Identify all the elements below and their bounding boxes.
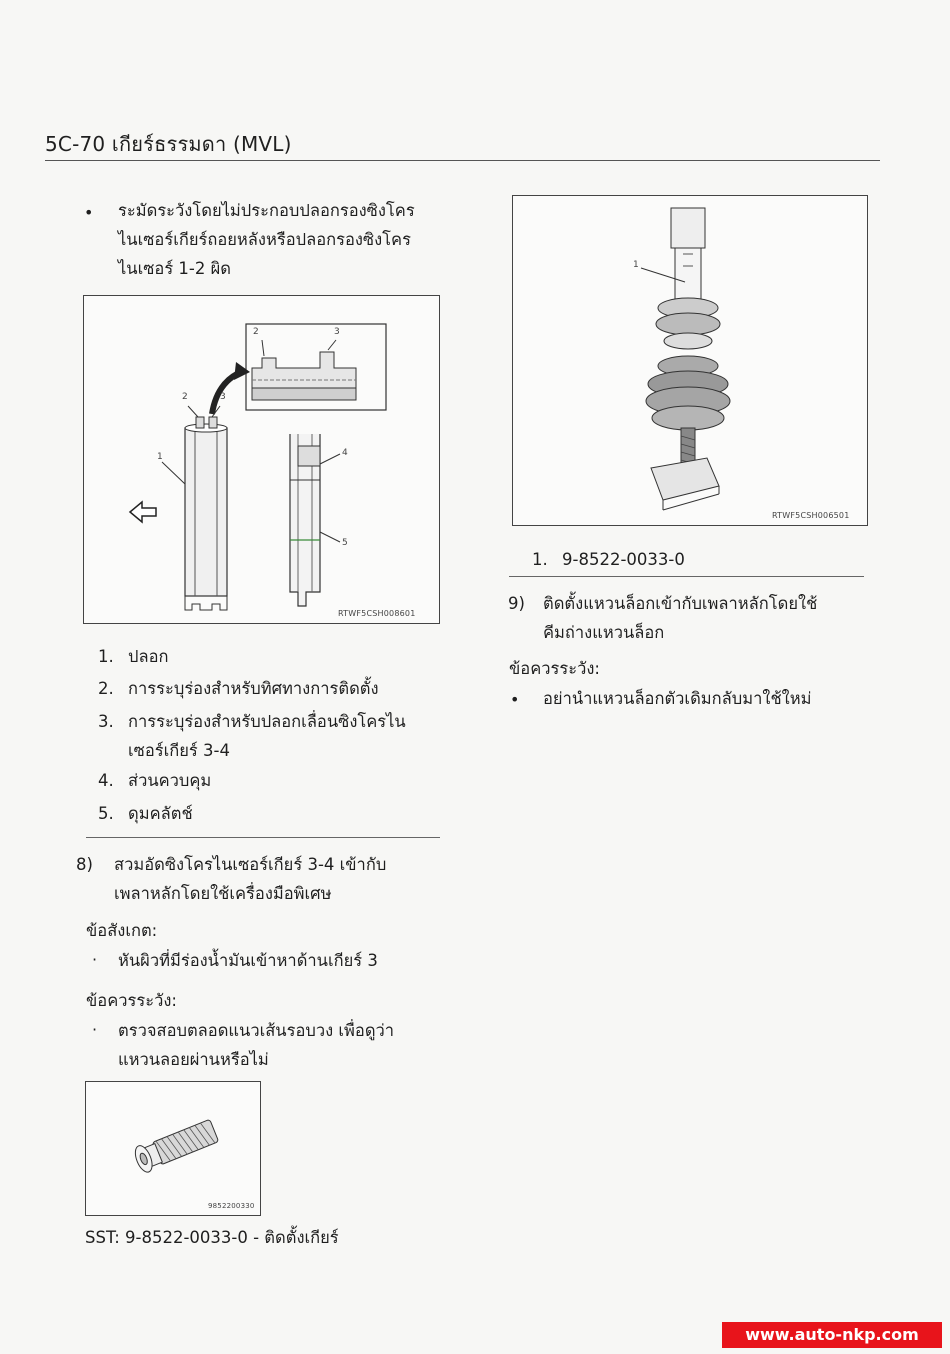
sst-caption: SST: 9-8522-0033-0 - ติดตั้งเกียร์ (85, 1228, 339, 1247)
mainshaft-figure (512, 195, 868, 526)
figure-code: 9852200330 (208, 1202, 255, 1210)
step-9-line-2: คีมถ่างแหวนล็อก (543, 623, 665, 642)
figure-code: RTWF5CSH006501 (772, 511, 850, 520)
callout-1: 1 (157, 452, 163, 462)
section-rule (86, 837, 440, 838)
legend-item (98, 799, 438, 828)
note-heading: ข้อสังเกต: (86, 921, 158, 940)
header-rule (45, 160, 880, 161)
legend-item (532, 545, 862, 574)
caution-line-2: แหวนลอยผ่านหรือไม่ (118, 1050, 269, 1069)
legend-num: 3. (98, 712, 114, 731)
callout-3: 3 (220, 392, 226, 402)
legend-item (98, 642, 438, 671)
note-text: หันผิวที่มีร่องน้ำมันเข้าหาด้านเกียร์ 3 (118, 951, 378, 970)
special-tool-illustration (86, 1082, 260, 1215)
legend-label-cont: เซอร์เกียร์ 3-4 (128, 741, 230, 760)
legend-item (98, 766, 438, 795)
caution-line-1: ระมัดระวังโดยไม่ประกอบปลอกรองซิงโคร (118, 201, 415, 220)
legend-item (98, 707, 438, 765)
legend-label: 9-8522-0033-0 (562, 550, 685, 569)
figure-code: RTWF5CSH008601 (338, 609, 416, 618)
legend-label: การระบุร่องสำหรับทิศทางการติดตั้ง (128, 679, 379, 698)
page-title: 5C-70 เกียร์ธรรมดา (MVL) (45, 132, 292, 156)
step-9-line-1: ติดตั้งแหวนล็อกเข้ากับเพลาหลักโดยใช้ (543, 594, 818, 613)
step-8-line-2: เพลาหลักโดยใช้เครื่องมือพิเศษ (114, 884, 332, 903)
sleeve-illustration (84, 296, 439, 623)
legend-label: ส่วนควบคุม (128, 771, 212, 790)
website-watermark: www.auto-nkp.com (722, 1322, 942, 1348)
legend-item (98, 674, 438, 703)
caution-heading: ข้อควรระวัง: (509, 659, 600, 678)
sleeve-figure (83, 295, 440, 624)
step-8-line-1: สวมอัดซิงโครไนเซอร์เกียร์ 3-4 เข้ากับ (114, 855, 387, 874)
note-bullet: · (92, 950, 98, 969)
step-8-number: 8) (76, 855, 93, 874)
inset-callout-2: 2 (253, 327, 259, 337)
legend-label: ดุมคลัตช์ (128, 804, 193, 823)
legend-num: 2. (98, 679, 114, 698)
caution-bullet: • (84, 203, 94, 222)
caution-line-3: ไนเซอร์ 1-2 ผิด (118, 259, 232, 278)
legend-label: ปลอก (128, 647, 169, 666)
caution-line-1: ตรวจสอบตลอดแนวเส้นรอบวง เพื่อดูว่า (118, 1021, 395, 1040)
caution-line-2: ไนเซอร์เกียร์ถอยหลังหรือปลอกรองซิงโคร (118, 230, 411, 249)
section-rule (509, 576, 864, 577)
legend-num: 4. (98, 771, 114, 790)
callout-2: 2 (182, 392, 188, 402)
legend-label: การระบุร่องสำหรับปลอกเลื่อนซิงโครไน (128, 712, 406, 731)
callout-5: 5 (342, 538, 348, 548)
mainshaft-illustration (513, 196, 867, 525)
step-9-number: 9) (508, 594, 525, 613)
caution-bullet: · (92, 1020, 98, 1039)
inset-callout-3: 3 (334, 327, 340, 337)
legend-num: 1. (532, 550, 548, 569)
callout-4: 4 (342, 448, 348, 458)
special-tool-figure (85, 1081, 261, 1216)
callout-1: 1 (633, 260, 639, 270)
legend-num: 5. (98, 804, 114, 823)
caution-text: อย่านำแหวนล็อกตัวเดิมกลับมาใช้ใหม่ (543, 689, 812, 708)
caution-bullet: • (510, 690, 520, 709)
caution-heading: ข้อควรระวัง: (86, 991, 177, 1010)
legend-num: 1. (98, 647, 114, 666)
